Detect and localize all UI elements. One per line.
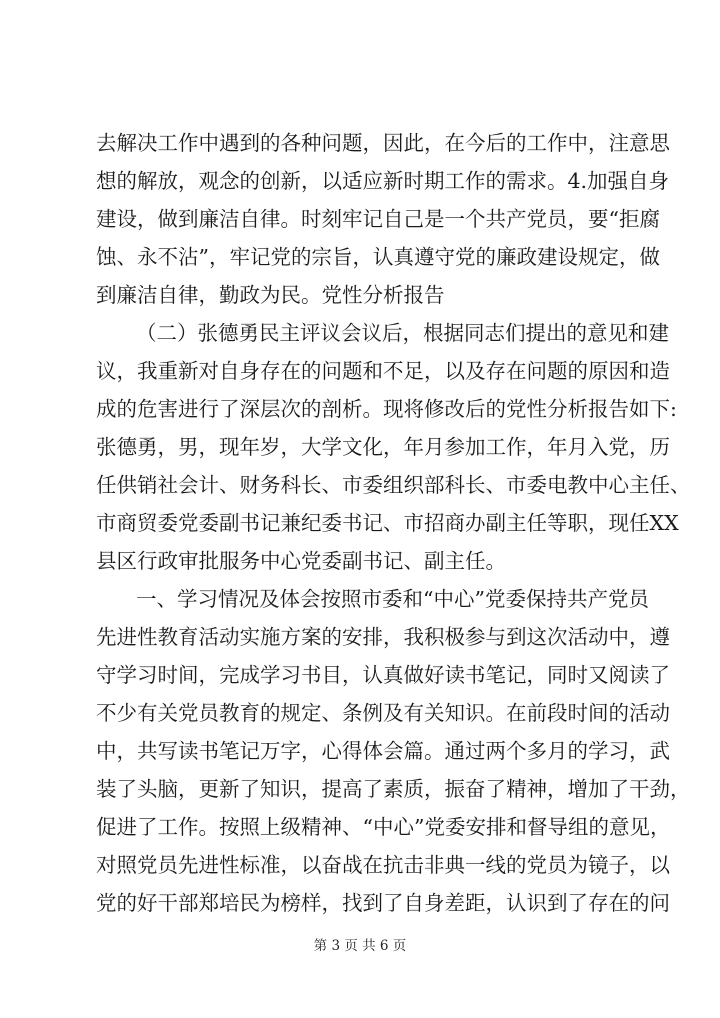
text-line: 蚀、永不沾”，牢记党的宗旨，认真遵守党的廉政建设规定，做 xyxy=(96,245,660,269)
text-line: 到廉洁自律，勤政为民。党性分析报告 xyxy=(96,283,445,307)
text-line: （二）张德勇民主评议会议后，根据同志们提出的意见和建 xyxy=(136,321,669,345)
text-line: 市商贸委党委副书记兼纪委书记、市招商办副主任等职，现任XX xyxy=(96,511,679,535)
text-line: 建设，做到廉洁自律。时刻牢记自己是一个共产党员，要“拒腐 xyxy=(96,207,660,231)
text-line: 不少有关党员教育的规定、条例及有关知识。在前段时间的活动 xyxy=(96,701,670,725)
text-line: 党的好干部郑培民为榜样，找到了自身差距，认识到了存在的问 xyxy=(96,891,670,915)
text-line: 对照党员先进性标准，以奋战在抗击非典一线的党员为镜子，以 xyxy=(96,853,670,877)
text-line: 任供销社会计、财务科长、市委组织部科长、市委电教中心主任、 xyxy=(96,473,691,497)
page-number-footer: 第 3 页 共 6 页 xyxy=(313,938,407,954)
text-line: 想的解放，观念的创新，以适应新时期工作的需求。4.加强自身 xyxy=(96,169,670,193)
text-line: 守学习时间，完成学习书目，认真做好读书笔记，同时又阅读了 xyxy=(96,663,670,687)
text-line: 成的危害进行了深层次的剖析。现将修改后的党性分析报告如下: xyxy=(96,397,677,421)
text-line: 一、学习情况及体会按照市委和“中心”党委保持共产党员 xyxy=(136,587,649,611)
text-line: 去解决工作中遇到的各种问题，因此，在今后的工作中，注意思 xyxy=(96,131,670,155)
text-line: 议，我重新对自身存在的问题和不足，以及存在问题的原因和造 xyxy=(96,359,670,383)
text-line: 促进了工作。按照上级精神、“中心”党委安排和督导组的意见， xyxy=(96,815,671,839)
text-line: 中，共写读书笔记万字，心得体会篇。通过两个多月的学习，武 xyxy=(96,739,670,763)
text-line: 先进性教育活动实施方案的安排，我积极参与到这次活动中，遵 xyxy=(96,625,670,649)
text-line: 县区行政审批服务中心党委副书记、副主任。 xyxy=(96,549,506,573)
text-line: 张德勇，男，现年岁，大学文化，年月参加工作，年月入党，历 xyxy=(96,435,670,459)
text-line: 装了头脑，更新了知识，提高了素质，振奋了精神，增加了干劲， xyxy=(96,777,691,801)
